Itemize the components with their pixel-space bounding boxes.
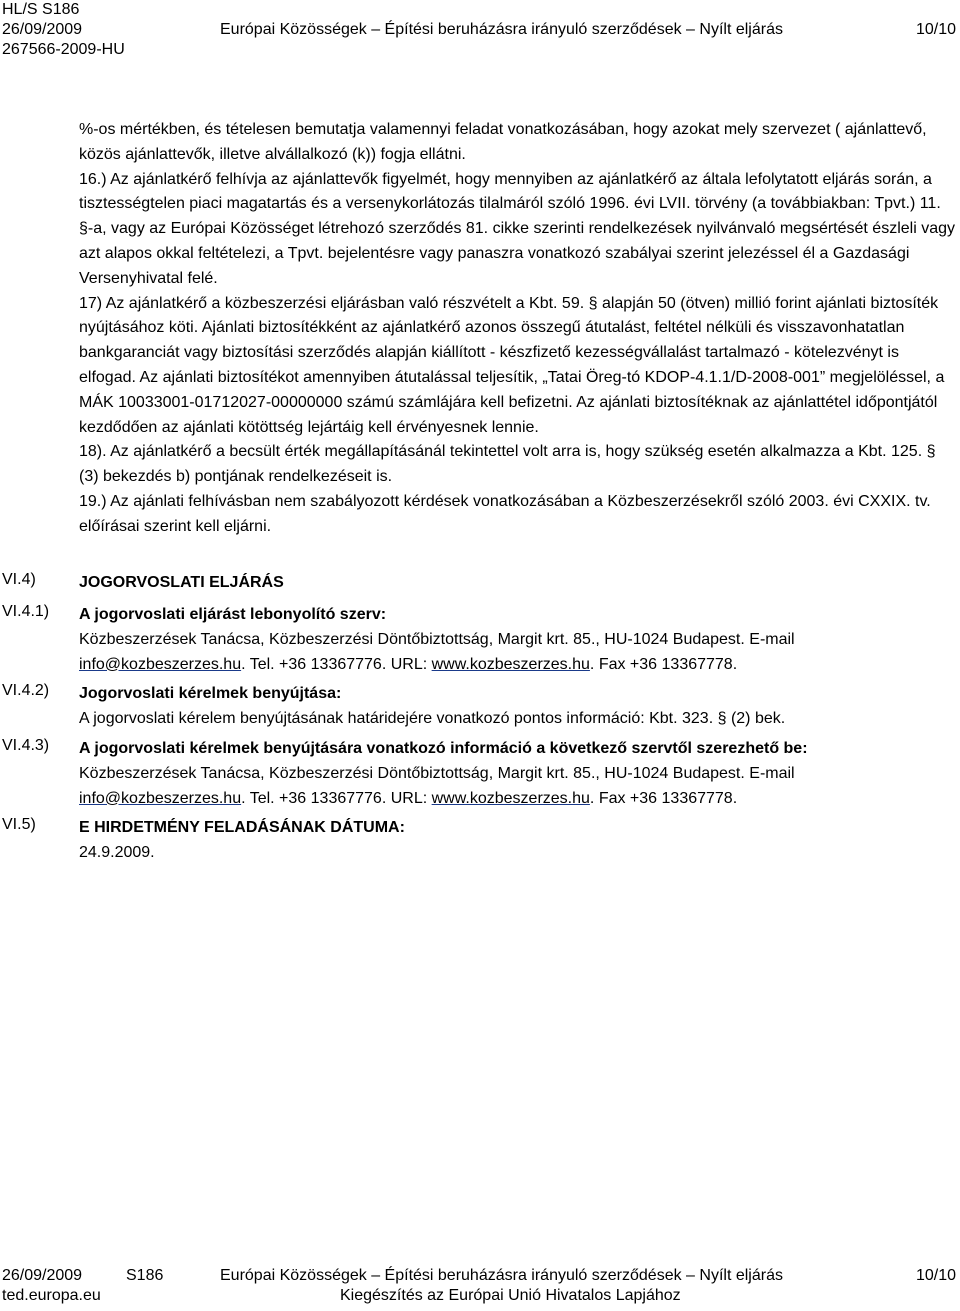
footer-page: 10/10 — [915, 1267, 956, 1284]
address-line: Közbeszerzések Tanácsa, Közbeszerzési Döntőbiztottság, Margit krt. 85., HU-1024 Budapest. E-mail — [79, 764, 795, 782]
footer-code: S186 — [126, 1267, 164, 1284]
footer-date: 26/09/2009 — [2, 1267, 83, 1284]
url-link[interactable]: www.kozbeszerzes.hu — [431, 655, 590, 673]
section-number: VI.5) — [2, 816, 36, 833]
page-footer — [0, 1266, 960, 1306]
paragraph: 18). Az ajánlatkérő a becsült érték megállapításánál tekintettel volt arra is, hogy szükség esetén alkalmazza a Kbt. 125. § (3) bekezdés b) pontjának rendelkezéseit is. — [79, 443, 936, 486]
paragraph: 17) Az ajánlatkérő a közbeszerzési eljárásban való részvételt a Kbt. 59. § alapján 50 (ötven) millió forint ajánlati biztosíték nyújtásához köti. Ajánlati biztosítékként az ajánlatkérő azonos összegű átutalást, feltétel nélküli és visszavonhatatlan bankgaranciát vagy biztosítási szerződés alapján kiállított - készfizető kezességvállalást tartalmazó - kötelezvényt is elfogad. Az ajánlati biztosítékot amennyiben átutalással teljesítik, „Tatai Öreg-tó KDOP-4.1.1/D-2008-001” megjelöléssel, a MÁK 10033001-01712027-00000000 számú számlájára kell befizetni. Az ajánlati biztosítéknak az ajánlattétel időpontjától kezdődően az ajánlati kötöttség lejártáig kell érvényesnek lennie. — [79, 294, 945, 436]
email-link[interactable]: info@kozbeszerzes.hu — [79, 789, 242, 807]
section-number: VI.4) — [2, 571, 36, 588]
header-page: 10/10 — [915, 21, 956, 38]
section-title: E HIRDETMÉNY FELADÁSÁNAK DÁTUMA: — [79, 819, 405, 836]
section-number: VI.4.3) — [2, 737, 50, 754]
section-title: Jogorvoslati kérelmek benyújtása: — [79, 685, 342, 702]
contact-fax: . Fax +36 13367778. — [589, 655, 738, 673]
paragraph: 16.) Az ajánlatkérő felhívja az ajánlattevők figyelmét, hogy mennyiben az ajánlatkérő az általa lefolytatott eljárás során, a tisztességtelen piaci magatartás és a versenykorlátozás tilalmáról szóló 1996. évi LVII. törvény (a továbbiakban: Tpvt.) 11. §-a, vagy az Európai Közösséget létrehozó szerződés 81. cikke szerinti rendelkezések nyilvánvaló megsértését észleli vagy azt alapos okkal feltételezi, a Tpvt. bejelentésre vagy panaszra vonatkozó szabályai szerint jelezéssel él a Gazdasági Versenyhivatal felé. — [79, 170, 955, 287]
contact-tel: . Tel. +36 13367776. URL: — [241, 789, 432, 807]
header-code: HL/S S186 — [2, 1, 80, 18]
paragraph: 19.) Az ajánlati felhívásban nem szabályozott kérdések vonatkozásában a Közbeszerzésekről szóló 2003. évi CXXIX. tv. előírásai szerint kell eljárni. — [79, 492, 931, 535]
section-number: VI.4.2) — [2, 682, 50, 699]
email-link[interactable]: info@kozbeszerzes.hu — [79, 655, 242, 673]
section-number: VI.4.1) — [2, 603, 50, 620]
header-title: Európai Közösségek – Építési beruházásra irányuló szerződések – Nyílt eljárás — [220, 21, 783, 38]
paragraph: %-os mértékben, és tételesen bemutatja valamennyi feladat vonatkozásában, hogy azokat mely szervezet ( ajánlattevő, közös ajánlattevők, illetve alvállalkozó (k)) fogja ellátni. — [79, 121, 927, 163]
header-date: 26/09/2009 — [2, 21, 83, 38]
header-doc-id: 267566-2009-HU — [2, 41, 125, 58]
section-title: JOGORVOSLATI ELJÁRÁS — [79, 574, 284, 591]
footer-site-link[interactable]: ted.europa.eu — [2, 1287, 101, 1304]
address-line: Közbeszerzések Tanácsa, Közbeszerzési Döntőbiztottság, Margit krt. 85., HU-1024 Budapest. E-mail — [79, 630, 795, 648]
dispatch-date: 24.9.2009. — [79, 843, 155, 861]
section-title: A jogorvoslati kérelmek benyújtására vonatkozó információ a következő szervtől szerezhető be: — [79, 740, 808, 757]
page-header — [0, 0, 960, 60]
section-text: A jogorvoslati kérelem benyújtásának határidejére vonatkozó pontos információ: Kbt. 323. § (2) bek. — [79, 709, 786, 727]
contact-fax: . Fax +36 13367778. — [589, 789, 738, 807]
contact-tel: . Tel. +36 13367776. URL: — [241, 655, 432, 673]
url-link[interactable]: www.kozbeszerzes.hu — [431, 789, 590, 807]
footer-title: Európai Közösségek – Építési beruházásra irányuló szerződések – Nyílt eljárás — [220, 1267, 783, 1284]
footer-publisher: Kiegészítés az Európai Unió Hivatalos Lapjához — [340, 1287, 681, 1304]
section-title: A jogorvoslati eljárást lebonyolító szerv: — [79, 606, 387, 623]
notice-body — [79, 118, 955, 540]
